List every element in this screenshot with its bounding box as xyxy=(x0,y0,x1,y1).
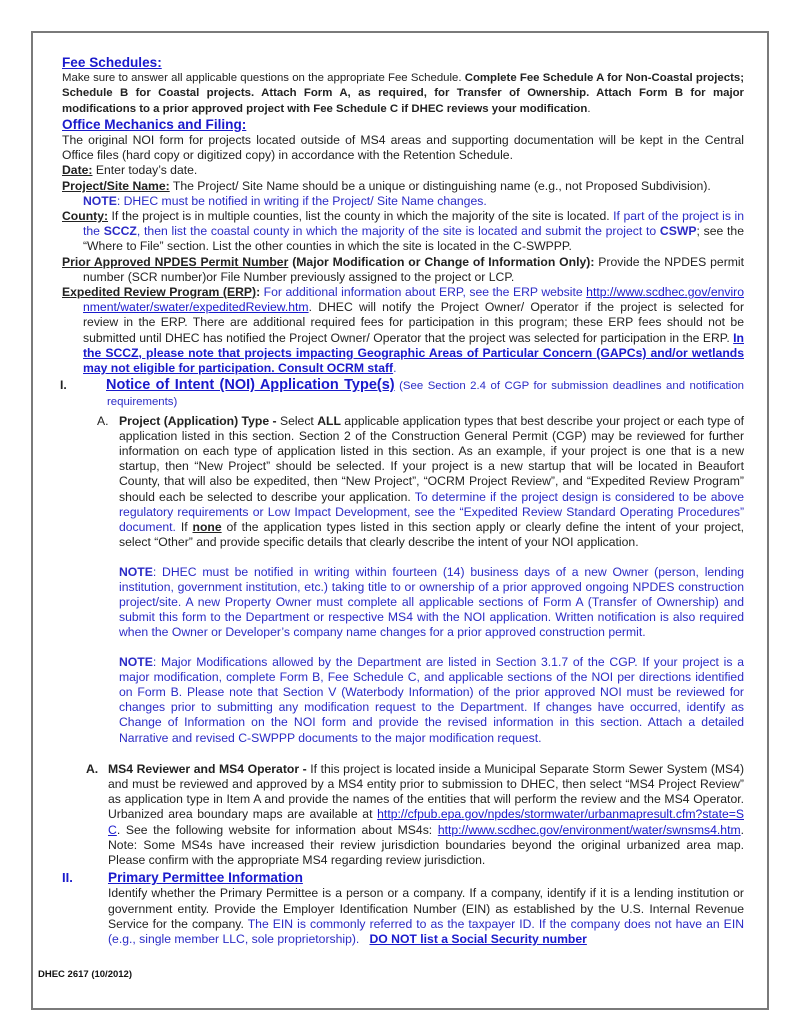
item-a-none: none xyxy=(192,520,222,535)
county-text-blue-2: , then list the coastal county in which the majority of the site is located and submit the project to xyxy=(136,224,660,239)
section-2-heading: Primary Permittee Information xyxy=(108,870,303,886)
ms4-text: If this project is located inside a Municipal Separate Storm Sewer System (MS4) and must be reviewed and approved by a MS4 entity prior to submission to DHEC, then select “MS4 Project Review” as application type in Item A and provide the names of the entities that will perform the review and the MS4 Operator. Urbanized area boundary maps are available at xyxy=(108,761,744,822)
item-a-label: Project (Application) Type - xyxy=(119,413,280,428)
ms4-text-3: . Note: Some MS4s have increased their review jurisdiction boundaries beyond the original urbanized area map. Please confirm with the appropriate MS4 regarding review jurisdiction. xyxy=(108,822,744,867)
urbanized-map-link[interactable]: http://cfpub.epa.gov/npdes/stormwater/urbanmapresult.cfm?state=SC xyxy=(108,807,744,837)
item-a-project-type xyxy=(97,414,744,551)
item-a-ms4 xyxy=(86,762,744,868)
item-a-text-3: If xyxy=(175,520,193,535)
date-text: Enter today’s date. xyxy=(92,163,198,178)
project-note: : DHEC must be notified in writing if the Project/ Site Name changes. xyxy=(116,193,487,208)
county-text-blue: If part of the project is in the xyxy=(83,209,744,239)
item-a-text: Select xyxy=(279,413,318,428)
project-text: The Project/ Site Name should be a unique or distinguishing name (e.g., not Proposed Subdivision). xyxy=(169,178,711,193)
note-text: : DHEC must be notified in writing within fourteen (14) business days of a new Owner (person, lending institution, government institution, etc.) taking title to or ownership of a prior approved ongoing NPDES construction project/site. A new Property Owner must complete all applicable sections of Form A (Transfer of Ownership) and submit this form to the Department or respective MS4 with the NOI application. Written notification is also required when the Owner or Developer’s company name changes for a prior approved construction permit. xyxy=(119,564,744,640)
erp-text: . DHEC will notify the Project Owner/ Operator if the project is selected for review in the ERP. There are additional required fees for participation in this program; these ERP fees should not be submitted until DHEC has notified the Project Owner/ Operator that the project was selected for participation in the ERP. xyxy=(83,300,744,345)
office-text: The original NOI form for projects located outside of MS4 areas and supporting documentation will be kept in the Central Office files (hard copy or digitized copy) in accordance with the Retention Schedule. xyxy=(62,133,744,163)
prior-text: Provide the NPDES permit number (SCR number)or File Number previously assigned to the project or LCP. xyxy=(83,254,744,284)
county-label: County: xyxy=(62,209,109,224)
ms4-text-2: . See the following website for information about MS4s: xyxy=(116,822,438,837)
section-2 xyxy=(62,870,744,947)
note-text: : Major Modifications allowed by the Department are listed in Section 3.1.7 of the CGP. If your project is a major modification, complete Form B, Fee Schedule C, and applicable sections of the NOI per directions identified on Form B. Please note that Section V (Waterbody Information) of the prior approved NOI must be reviewed for changes prior to submitting any modification request to the Department. If changes have occurred, identify as Change of Information on the NOI form and provide the revised information in this section. Attach a detailed Narrative and revised C-SWPPP documents to the major modification request. xyxy=(119,654,744,745)
erp-text-blue: For additional information about ERP, see the ERP website xyxy=(260,285,587,300)
fee-bold-text: Complete Fee Schedule A for Non-Coastal projects; Schedule B for Coastal projects. Attach Form A, as required, for Transfer of Ownership. Attach Form B for major modifications to a prior approved project with Fee Schedule C if DHEC reviews your modification xyxy=(62,72,744,115)
fee-schedules-heading: Fee Schedules: xyxy=(62,55,162,70)
date-label: Date: xyxy=(62,163,93,178)
erp-colon: : xyxy=(256,285,261,300)
project-note-label: NOTE xyxy=(83,193,117,208)
item-a-text-2: applicable application types that best describe your project or each type of application listed in this section. Section 2 of the Construction General Permit (CGP) may be reviewed for further information on each type of application listed in this section. As an example, if your project is one that is a new startup, then “New Project” should be selected. If your project is a new startup that will be located in Beaufort County, that will also be expedited, then “New Project”, “OCRM Project Review”, and “Expedited Review Program” should each be selected to describe your application. xyxy=(119,413,745,504)
note-major-modifications xyxy=(119,655,744,746)
section-2-text: Identify whether the Primary Permittee is a person or a company. If a company, identify if it is a lending institution or government entity. Provide the Employer Identification Number (EIN) as established by the U.S. Internal Revenue Service for the company. xyxy=(108,886,744,931)
fee-schedules-section xyxy=(62,55,744,117)
no-ssn-warning: DO NOT list a Social Security number xyxy=(369,931,587,946)
county-cswp: CSWP xyxy=(659,224,697,239)
note-new-owner xyxy=(119,565,744,641)
prior-label: Prior Approved NPDES Permit Number xyxy=(62,254,289,269)
office-section xyxy=(62,117,744,376)
ms4-info-link[interactable]: http://www.scdhec.gov/environment/water/swnsms4.htm xyxy=(437,822,741,837)
county-text: If the project is in multiple counties, list the county in which the majority of the site is located. xyxy=(108,209,614,224)
erp-website-link[interactable]: http://www.scdhec.gov/environment/water/swater/expeditedReview.htm xyxy=(83,285,745,315)
item-a-text-blue: To determine if the project design is considered to be above regulatory requirements or Low Impact Development, see the “Expedited Review Standard Operating Procedures” document. xyxy=(119,489,744,535)
erp-period: . xyxy=(393,361,397,376)
project-label: Project/Site Name: xyxy=(62,178,170,193)
section-1 xyxy=(60,378,744,410)
item-a-number: A. xyxy=(97,413,109,428)
office-heading: Office Mechanics and Filing: xyxy=(62,116,247,132)
section-1-heading: Notice of Intent (NOI) Application Type(s) xyxy=(106,377,395,394)
item-a-all: ALL xyxy=(317,413,341,428)
note-label: NOTE xyxy=(119,654,153,669)
erp-label: Expedited Review Program (ERP) xyxy=(62,285,257,300)
fee-period: . xyxy=(587,102,591,115)
prior-label-2: (Major Modification or Change of Information Only): xyxy=(288,254,595,269)
form-number-footer: DHEC 2617 (10/2012) xyxy=(38,969,132,981)
section-1-subtitle: (See Section 2.4 of CGP for submission deadlines and notification requirements) xyxy=(107,380,744,409)
fee-text: Make sure to answer all applicable questions on the appropriate Fee Schedule. xyxy=(62,72,465,85)
erp-sccz-note: In the SCCZ, please note that projects impacting Geographic Areas of Particular Concern (GAPCs) and/or wetlands may not eligible for participation. Consult OCRM staff xyxy=(83,330,744,376)
section-1-number: I. xyxy=(60,378,67,393)
ms4-number: A. xyxy=(86,761,99,776)
item-a-text-4: of the application types listed in this section apply or clearly define the intent of your project, select “Other” and provide specific details that clearly describe the intent of your NOI application. xyxy=(119,520,744,550)
county-text-2: ; see the “Where to File” section. List the other counties in which the site is located in the C-SWPPP. xyxy=(83,224,744,254)
note-label: NOTE xyxy=(119,564,153,579)
section-2-text-blue: The EIN is commonly referred to as the taxpayer ID. If the company does not have an EIN (e.g., single member LLC, sole proprietorship). xyxy=(108,916,745,946)
ms4-label: MS4 Reviewer and MS4 Operator - xyxy=(108,761,311,776)
county-sccz: SCCZ xyxy=(103,224,137,239)
section-2-number: II. xyxy=(62,870,73,886)
